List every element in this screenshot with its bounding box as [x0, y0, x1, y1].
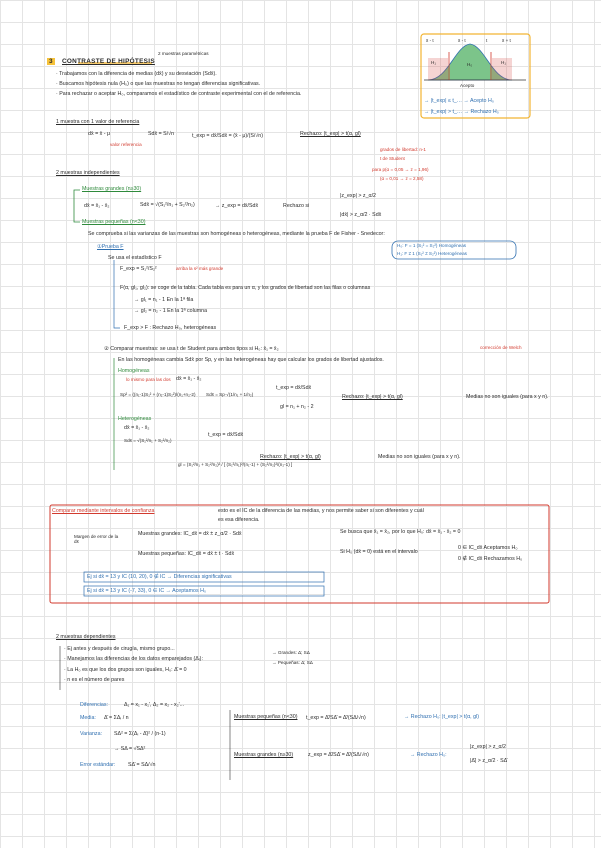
diagram-rule-reject: → |t_exp| > t_… → Rechazo H₀: [424, 109, 499, 115]
one-sample-d: dx̄ = x̄ - μ: [88, 131, 111, 137]
two-indep-d: dx̄ = x̄₁ - x̄₂: [84, 203, 110, 209]
ci-example-2: Ej si dx̄ = 13 y IC (-7, 33), 0 ∈ IC → Aceptamos H₀: [87, 588, 207, 594]
pruebaF-table: F(α, gl₁, gl₂): se coge de la tabla. Cada tabla es para un α, y los grados de libertad son las filas o columnas: [120, 285, 371, 291]
homog-note-equal: Medias no son iguales (para x y n).: [466, 394, 549, 400]
one-sample-reject: Rechazo: |t_exp| > t(α, gl): [300, 131, 361, 137]
diagram-accept: Acepto: [460, 83, 475, 88]
two-indep-reject-bottom: |dx̄| > z_α/2 · Sdx̄: [340, 212, 382, 218]
heter-s: Sdx̄ = √(S₁²/n₁ + S₂²/n₂): [124, 438, 172, 443]
ci-margin: Margen de error de la dx̄: [74, 534, 119, 544]
one-sample-note-t: t de Student: [380, 156, 405, 161]
two-dep-b1: · Ej antes y después de cirugía, mismo grupo...: [64, 646, 175, 652]
pruebaF-heading: ①Prueba F: [97, 244, 124, 250]
hyp-box-line1: H₀: F = 1 (S₁² = S₂²) Homogéneas: [397, 243, 467, 248]
two-indep-reject-label: Rechazo si: [283, 203, 310, 209]
ci-desc1: esto es el IC de la diferencia de las medias, y nos permite saber si son diferentes y cuál: [218, 508, 424, 514]
bullet-3: · Para rechazar o aceptar H₀, comparamos el estadístico de contraste experimental con el de referencia.: [56, 91, 302, 97]
homog-t: t_exp = dx̄/Sdx̄: [276, 385, 312, 391]
two-indep-s: Sdx̄ = √(S₁²/n₁ + S₂²/n₂): [140, 202, 195, 208]
one-sample-s: Sdx̄ = S/√n: [148, 131, 175, 137]
diagram-label-1: x̄ - t: [426, 38, 434, 43]
dep-small-t: t_exp = Δ̄/SΔ̄ = Δ̄/(SΔ/√n): [306, 715, 366, 721]
ci-right2: Si H₀ (dx̄ = 0) está en el intervalo: [340, 549, 418, 555]
dep-large: Muestras grandes (n≥30): [234, 752, 294, 758]
homog-note: lo mismo para las dos: [126, 377, 171, 382]
dep-var-formula: SΔ² = Σ(Δᵢ - Δ̄)² / (n-1): [114, 731, 166, 737]
dep-large-reject: → Rechazo H₀:: [410, 752, 447, 758]
dep-large-reject2: |Δ̄| > z_α/2 · SΔ̄: [470, 758, 508, 764]
two-dep-b3: · La H₀ es que los dos grupos son iguales, H₀: Δ̄ = 0: [64, 667, 187, 673]
bullet-1: · Trabajamos con la diferencia de medias (dx̄) y su desviación (Sdx̄).: [56, 71, 217, 77]
ci-example-1: Ej si dx̄ = 13 y IC (10, 20), 0 ∉ IC → Diferencias significativas: [87, 574, 232, 580]
heter-label: Heterogéneas: [118, 416, 152, 422]
pruebaF-gl2: → gl₂ = n₂ - 1 En la 1ª columna: [134, 308, 208, 314]
two-dep-b4: · n es el número de pares: [64, 677, 125, 683]
diagram-h0: H₀: [467, 62, 473, 67]
heter-d: dx̄ = x̄₁ - x̄₂: [124, 425, 150, 431]
two-indep-heading: 2 muestras independientes: [56, 170, 120, 176]
dep-sd-formula: → SΔ = √SΔ²: [114, 746, 146, 752]
homog-label: Homogéneas: [118, 368, 150, 374]
two-indep-reject-top: |z_exp| > z_α/2: [340, 193, 376, 199]
pruebaF-uses: Se usa el estadístico F: [108, 255, 162, 261]
bracket-indep: [74, 190, 80, 222]
dep-se-formula: SΔ̄ = SΔ/√n: [128, 762, 156, 768]
two-indep-red-note1: para p(α = 0,05 → z = 1,96): [372, 167, 429, 172]
two-indep-large: Muestras grandes (n≥30): [82, 186, 142, 192]
ci-title: Comparar mediante intervalos de confianza: [52, 508, 155, 514]
two-dep-b2: · Manejamos las diferencias de los datos emparejados (Δᵢ):: [64, 656, 203, 662]
heter-note-equal: Medias no son iguales (para x y n).: [378, 454, 461, 460]
two-dep-b2a: → Grandes: Δ̄, SΔ: [272, 650, 310, 655]
two-dep-heading: 2 muestras dependientes: [56, 634, 116, 640]
compare-welch: corrección de Welch: [480, 345, 522, 350]
homog-gl: gl = n₁ + n₂ - 2: [280, 404, 314, 410]
bullet-2: · Buscamos hipótesis nula (H₀) o que las muestras no tengan diferencias significativas.: [56, 81, 261, 87]
diagram-label-2: x̄ - t: [458, 38, 466, 43]
diagram-rule-accept: → |t_exp| ≤ t_… → Acepto H₀: [424, 98, 494, 104]
pruebaF-gl1: → gl₁ = n₁ - 1 En la 1ª fila: [134, 297, 194, 303]
dep-small: Muestras pequeñas (n<30): [234, 714, 298, 720]
two-indep-small-note: Se comprueba si las varianzas de las muestras son homogéneas o heterogéneas, mediante la prueba F de Fisher - Snedecor:: [88, 231, 385, 237]
compare-heading: ② Comparar muestras: se usa t de Student para ambos tipos si H₀: x̄₁ = x̄₂: [104, 346, 279, 352]
ci-small: Muestras pequeñas: IC_dx̄ = dx̄ ± t · Sdx̄: [138, 551, 235, 557]
one-sample-heading: 1 muestra con 1 valor de referencia: [56, 119, 140, 125]
heter-gl: gl = (S₁²/n₁ + S₂²/n₂)² / [ (S₁²/n₁)²/(n₁-1) + (S₂²/n₂)²/(n₂-1) ]: [178, 462, 293, 467]
homog-sdx: Sdx̄ = Sp·√(1/n₁ + 1/n₂): [206, 392, 254, 397]
ci-reject: 0 ∉ IC_dx̄ Rechazamos H₀: [458, 556, 523, 562]
pruebaF-note: arriba la s² más grande: [176, 266, 224, 271]
section-number: 3: [49, 58, 53, 65]
diagram-label-3: t: [486, 38, 488, 43]
diagram-h1-right: H₁: [501, 60, 506, 65]
dep-diff-formula: Δ₁ = x₁ - x₁', Δ₂ = x₂ - x₂'...: [124, 702, 185, 708]
ci-desc2: es esa diferencia.: [218, 517, 260, 523]
ci-accept: 0 ∈ IC_dx̄ Aceptamos H₀: [458, 545, 518, 551]
dep-diff-label: Diferencias:: [80, 702, 108, 708]
hyp-box-line2: H₁: F ≠ 1 (S₁² ≠ S₂²) Heterogéneas: [397, 251, 467, 256]
ci-large: Muestras grandes: IC_dx̄ = dx̄ ± z_α/2 · Sdx̄: [138, 531, 242, 537]
two-indep-red-note2: (α = 0,01 → z = 2,58): [380, 176, 424, 181]
one-sample-t: t_exp = dx̄/Sdx̄ = (x̄ - μ)/(S/√n): [192, 133, 264, 139]
two-indep-z: → z_exp = dx̄/Sdx̄: [215, 203, 259, 209]
homog-sp: Sp² = ((n₁-1)S₁² + (n₂-1)S₂²)/(n₁+n₂-2): [120, 392, 196, 397]
section-title: CONTRASTE DE HIPÓTESIS: [62, 58, 155, 65]
one-sample-note-ref: valor referencia: [110, 142, 142, 147]
dep-var-label: Varianza:: [80, 731, 102, 737]
diagram-label-4: x̄ + t: [502, 38, 511, 43]
section-note-above: 2 muestras paramétricas: [158, 51, 209, 56]
homog-reject: Rechazo: |t_exp| > t(α, gl): [342, 394, 403, 400]
dep-large-z: z_exp = Δ̄/SΔ̄ = Δ̄/(SΔ/√n): [308, 752, 369, 758]
heter-t: t_exp = dx̄/Sdx̄: [208, 432, 244, 438]
dep-small-reject: → Rechazo H₀: |t_exp| > t(α, gl): [404, 714, 479, 720]
dep-se-label: Error estándar:: [80, 762, 116, 768]
heter-reject: Rechazo: |t_exp| > t(α, gl): [260, 454, 321, 460]
homog-d: dx̄ = x̄₁ - x̄₂: [176, 376, 202, 382]
pruebaF-formula: F_exp = S₁²/S₂²: [120, 266, 157, 272]
pruebaF-reject: F_exp > F : Rechazo H₀, heterogéneas: [124, 325, 217, 331]
dep-large-reject1: |z_exp| > z_α/2: [470, 744, 506, 750]
compare-desc: En las homogéneas cambia Sdx̄ por Sp, y en las heterogéneas hay que calcular los grados de libertad ajustados.: [118, 357, 384, 363]
diagram-h1-left: H₁: [431, 60, 436, 65]
two-dep-b2b: → Pequeñas: Δ̄, SΔ: [272, 660, 313, 665]
dep-mean-label: Media:: [80, 715, 96, 721]
dep-mean-formula: Δ̄ = ΣΔᵢ / n: [104, 715, 129, 721]
two-indep-small: Muestras pequeñas (n<30): [82, 219, 146, 225]
one-sample-note-gl: grados de libertad: n-1: [380, 147, 426, 152]
ci-right1: Se busca que x̄₁ = x̄₂, por lo que H₀: dx̄ = x̄₁ - x̄₂ = 0: [340, 529, 461, 535]
